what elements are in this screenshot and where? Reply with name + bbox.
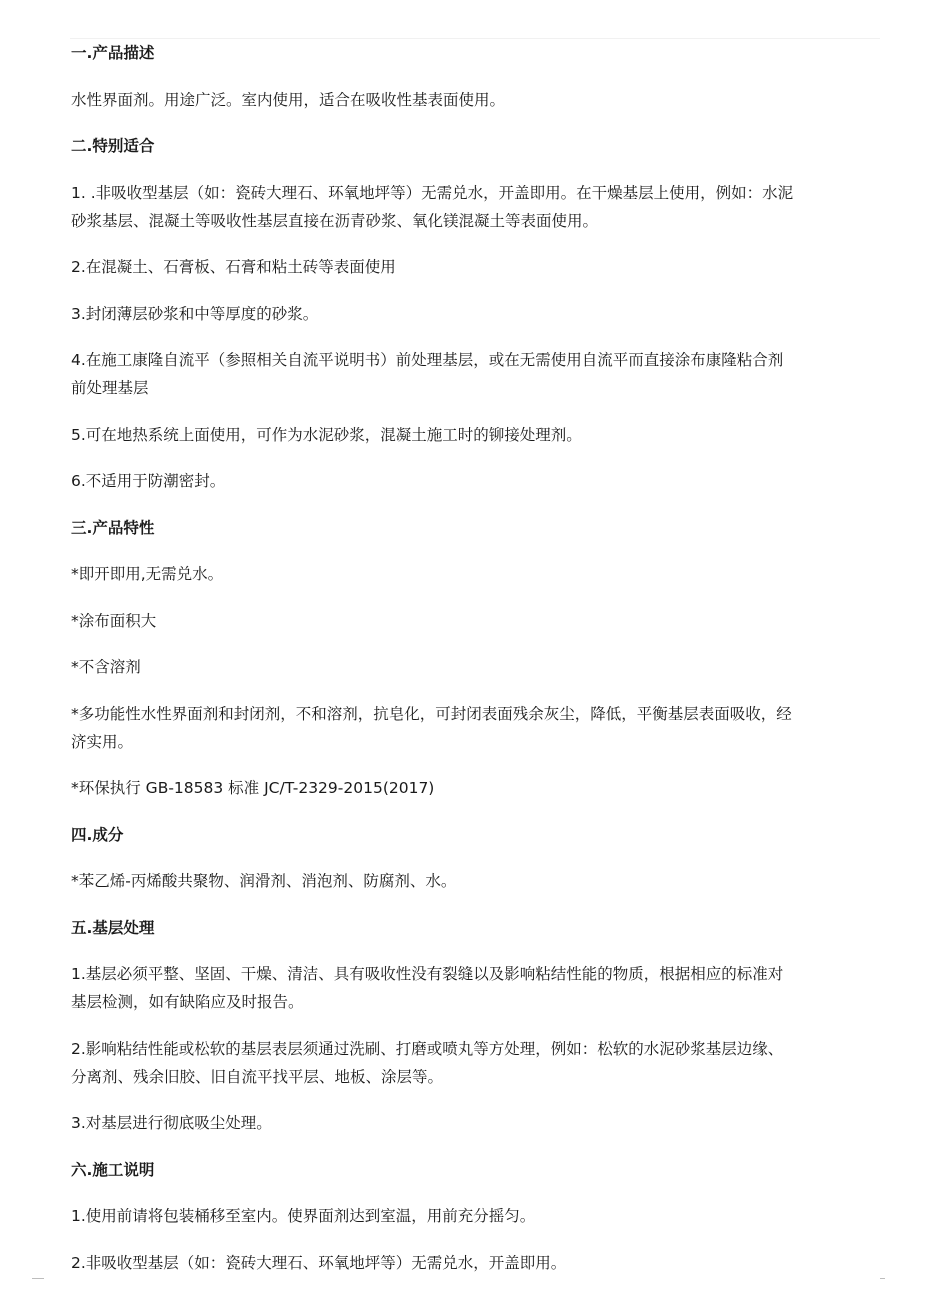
list-item: 1.使用前请将包装桶移至室内。使界面剂达到室温，用前充分摇匀。 — [71, 1207, 536, 1225]
list-item: 2.在混凝土、石膏板、石膏和粘土砖等表面使用 — [71, 258, 396, 276]
list-item: *即开即用,无需兑水。 — [71, 565, 224, 583]
list-item — [71, 960, 861, 1016]
list-item — [71, 700, 861, 756]
section-heading-composition: 四.成分 — [71, 825, 124, 844]
list-item: 5.可在地热系统上面使用，可作为水泥砂浆，混凝土施工时的铆接处理剂。 — [71, 425, 582, 444]
list-item: *不含溶剂 — [71, 658, 141, 676]
list-item-line: 4.在施工康隆自流平（参照相关自流平说明书）前处理基层，或在无需使用自流平而直接涂布康隆粘合剂 — [71, 351, 784, 369]
corner-mark-left — [32, 1278, 44, 1279]
list-item-line: 砂浆基层、混凝土等吸收性基层直接在沥青砂浆、氧化镁混凝土等表面使用。 — [71, 211, 599, 230]
section-heading-description: 一.产品描述 — [71, 44, 155, 62]
list-item: 2.非吸收型基层（如：瓷砖大理石、环氧地坪等）无需兑水，开盖即用。 — [71, 1253, 567, 1272]
list-item-line: 2.影响粘结性能或松软的基层表层须通过洗刷、打磨或喷丸等方处理，例如：松软的水泥砂浆基层边缘、 — [71, 1039, 784, 1058]
section-heading-features: 三.产品特性 — [71, 518, 155, 537]
list-item-line: 前处理基层 — [71, 379, 149, 397]
list-item-line: 1.基层必须平整、坚固、干燥、清洁、具有吸收性没有裂缝以及影响粘结性能的物质，根据相应的标准对 — [71, 965, 784, 983]
list-item-line: 济实用。 — [71, 732, 134, 751]
section-heading-suitable: 二.特别适合 — [71, 137, 155, 155]
list-item — [71, 346, 861, 402]
list-item: 3.封闭薄层砂浆和中等厚度的砂浆。 — [71, 304, 319, 323]
list-item-line: 基层检测，如有缺陷应及时报告。 — [71, 993, 304, 1011]
composition-text: *苯乙烯-丙烯酸共聚物、润滑剂、消泡剂、防腐剂、水。 — [71, 872, 457, 890]
list-item: *环保执行 GB-18583 标准 JC/T-2329-2015(2017) — [71, 779, 435, 797]
description-text: 水性界面剂。用途广泛。室内使用，适合在吸收性基表面使用。 — [71, 90, 506, 109]
list-item — [71, 1035, 861, 1091]
list-item-line: *多功能性水性界面剂和封闭剂，不和溶剂，抗皂化，可封闭表面残余灰尘，降低，平衡基层表面吸收，经 — [71, 704, 792, 723]
list-item: 3.对基层进行彻底吸尘处理。 — [71, 1114, 272, 1132]
document-body — [71, 39, 861, 1277]
list-item-line: 分离剂、残余旧胶、旧自流平找平层、地板、涂层等。 — [71, 1067, 444, 1086]
section-heading-substrate: 五.基层处理 — [71, 918, 155, 937]
section-heading-instructions: 六.施工说明 — [71, 1160, 155, 1179]
list-item: *涂布面积大 — [71, 611, 157, 630]
list-item-line: 1. .非吸收型基层（如：瓷砖大理石、环氧地坪等）无需兑水，开盖即用。在干燥基层上使用，例如：水泥 — [71, 183, 794, 202]
list-item: 6.不适用于防潮密封。 — [71, 472, 226, 490]
list-item — [71, 179, 861, 235]
corner-mark-right — [880, 1278, 885, 1279]
